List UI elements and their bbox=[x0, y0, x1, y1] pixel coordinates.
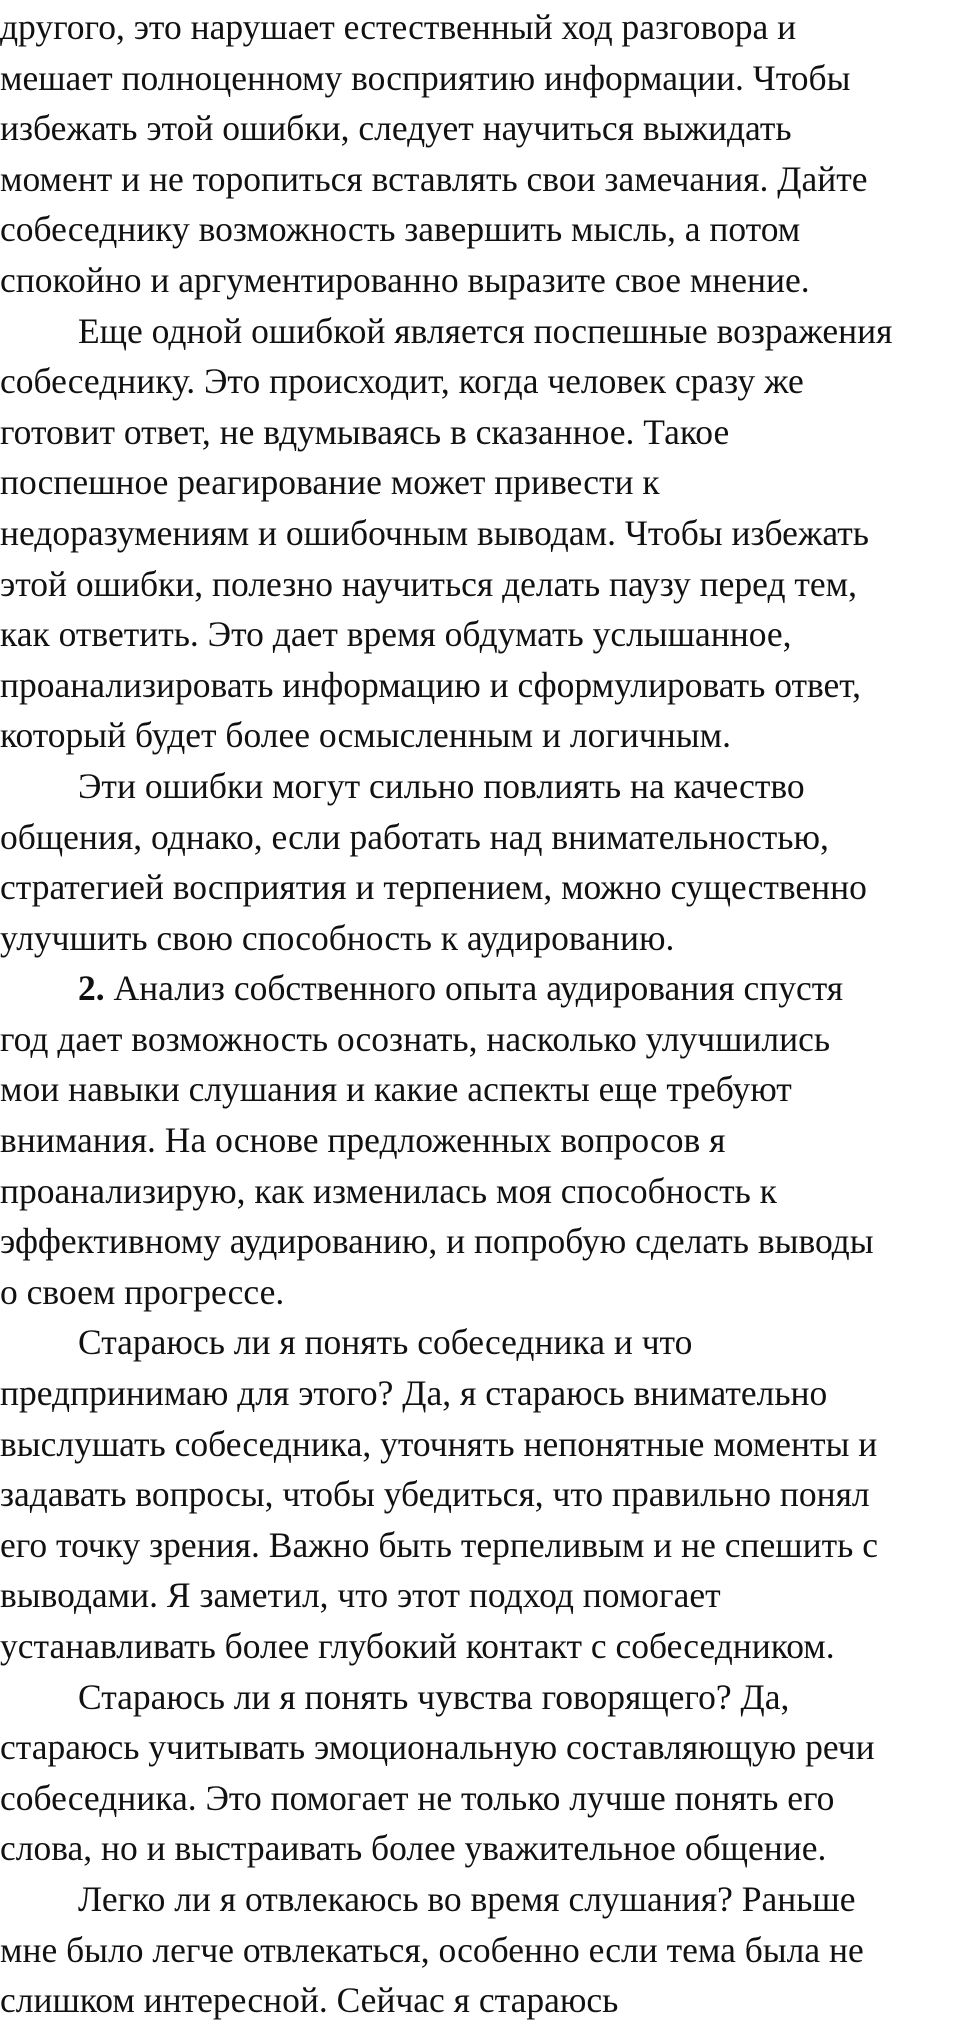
line-text: собеседника. Это помогает не только лучше понять его bbox=[0, 1777, 835, 1818]
text-line bbox=[0, 1520, 960, 1571]
text-line bbox=[0, 559, 960, 610]
text-line bbox=[0, 1419, 960, 1470]
line-text: слишком интересной. Сейчас я стараюсь bbox=[0, 1980, 619, 2021]
line-text: готовит ответ, не вдумываясь в сказанное. Такое bbox=[0, 411, 730, 452]
text-line bbox=[0, 1014, 960, 1065]
paragraph-first-line bbox=[0, 1317, 960, 1368]
text-line bbox=[0, 1267, 960, 1318]
text-line bbox=[0, 609, 960, 660]
line-text: проанализировать информацию и сформулировать ответ, bbox=[0, 664, 862, 705]
line-text: год дает возможность осознать, насколько улучшились bbox=[0, 1018, 831, 1059]
line-text: выводами. Я заметил, что этот подход помогает bbox=[0, 1575, 721, 1616]
paragraph-first-line bbox=[0, 1874, 960, 1925]
text-line bbox=[0, 1166, 960, 1217]
line-text: улучшить свою способность к аудированию. bbox=[0, 917, 675, 958]
line-text: Эти ошибки могут сильно повлиять на качество bbox=[78, 765, 805, 806]
section-number: 2. bbox=[78, 968, 105, 1009]
line-text: Анализ собственного опыта аудирования спустя bbox=[104, 968, 844, 1009]
text-line bbox=[0, 1064, 960, 1115]
line-text: выслушать собеседника, уточнять непонятные моменты и bbox=[0, 1423, 878, 1464]
text-line bbox=[0, 1975, 960, 2026]
text-line bbox=[0, 862, 960, 913]
line-text: момент и не торопиться вставлять свои замечания. Дайте bbox=[0, 158, 868, 199]
text-line bbox=[0, 913, 960, 964]
line-text: как ответить. Это дает время обдумать услышанное, bbox=[0, 614, 792, 655]
line-text: задавать вопросы, чтобы убедиться, что правильно понял bbox=[0, 1474, 870, 1515]
line-text: мешает полноценному восприятию информации. Чтобы bbox=[0, 57, 851, 98]
text-line bbox=[0, 2, 960, 53]
text-line bbox=[0, 812, 960, 863]
line-text: Еще одной ошибкой является поспешные возражения bbox=[78, 310, 893, 351]
line-text: эффективному аудированию, и попробую сделать выводы bbox=[0, 1221, 874, 1262]
line-text: Стараюсь ли я понять собеседника и что bbox=[78, 1322, 693, 1363]
text-line bbox=[0, 154, 960, 205]
text-line bbox=[0, 1621, 960, 1672]
line-text: о своем прогрессе. bbox=[0, 1271, 285, 1312]
line-text: предпринимаю для этого? Да, я стараюсь внимательно bbox=[0, 1373, 828, 1414]
text-line bbox=[0, 1469, 960, 1520]
line-text: проанализирую, как изменилась моя способность к bbox=[0, 1170, 777, 1211]
line-text: его точку зрения. Важно быть терпеливым и не спешить с bbox=[0, 1524, 878, 1565]
text-line bbox=[0, 1773, 960, 1824]
text-line bbox=[0, 407, 960, 458]
line-text: недоразумениям и ошибочным выводам. Чтобы избежать bbox=[0, 512, 869, 553]
text-line bbox=[0, 1115, 960, 1166]
text-line bbox=[0, 660, 960, 711]
text-line bbox=[0, 103, 960, 154]
text-line bbox=[0, 1368, 960, 1419]
document-body-text bbox=[0, 2, 960, 2026]
line-text: этой ошибки, полезно научиться делать паузу перед тем, bbox=[0, 563, 857, 604]
text-line bbox=[0, 204, 960, 255]
paragraph-first-line bbox=[0, 306, 960, 357]
line-text: стратегией восприятия и терпением, можно существенно bbox=[0, 867, 867, 908]
line-text: поспешное реагирование может привести к bbox=[0, 462, 660, 503]
text-line bbox=[0, 508, 960, 559]
text-line bbox=[0, 710, 960, 761]
line-text: устанавливать более глубокий контакт с собеседником. bbox=[0, 1626, 835, 1666]
text-line bbox=[0, 457, 960, 508]
line-text: Стараюсь ли я понять чувства говорящего? Да, bbox=[78, 1676, 790, 1717]
line-text: внимания. На основе предложенных вопросов я bbox=[0, 1120, 726, 1161]
line-text: слова, но и выстраивать более уважительное общение. bbox=[0, 1828, 827, 1869]
paragraph-first-line bbox=[0, 1672, 960, 1723]
text-line bbox=[0, 1570, 960, 1621]
text-line bbox=[0, 356, 960, 407]
line-text: собеседнику возможность завершить мысль, а потом bbox=[0, 209, 801, 250]
line-text: избежать этой ошибки, следует научиться выжидать bbox=[0, 108, 792, 149]
text-line bbox=[0, 1925, 960, 1976]
text-line bbox=[0, 1216, 960, 1267]
line-text: собеседнику. Это происходит, когда человек сразу же bbox=[0, 361, 804, 402]
text-line bbox=[0, 255, 960, 306]
line-text: мне было легче отвлекаться, особенно если тема была не bbox=[0, 1929, 864, 1970]
line-text: который будет более осмысленным и логичным. bbox=[0, 715, 731, 756]
text-line bbox=[0, 53, 960, 104]
paragraph-first-line bbox=[0, 761, 960, 812]
line-text: спокойно и аргументированно выразите свое мнение. bbox=[0, 259, 810, 300]
line-text: другого, это нарушает естественный ход разговора и bbox=[0, 7, 797, 47]
line-text: общения, однако, если работать над внимательностью, bbox=[0, 816, 829, 857]
line-text: мои навыки слушания и какие аспекты еще требуют bbox=[0, 1069, 792, 1110]
text-line bbox=[0, 1823, 960, 1874]
line-text: Легко ли я отвлекаюсь во время слушания? Раньше bbox=[78, 1878, 856, 1919]
paragraph-first-line bbox=[0, 963, 960, 1014]
text-line bbox=[0, 1722, 960, 1773]
line-text: стараюсь учитывать эмоциональную составляющую речи bbox=[0, 1727, 875, 1768]
